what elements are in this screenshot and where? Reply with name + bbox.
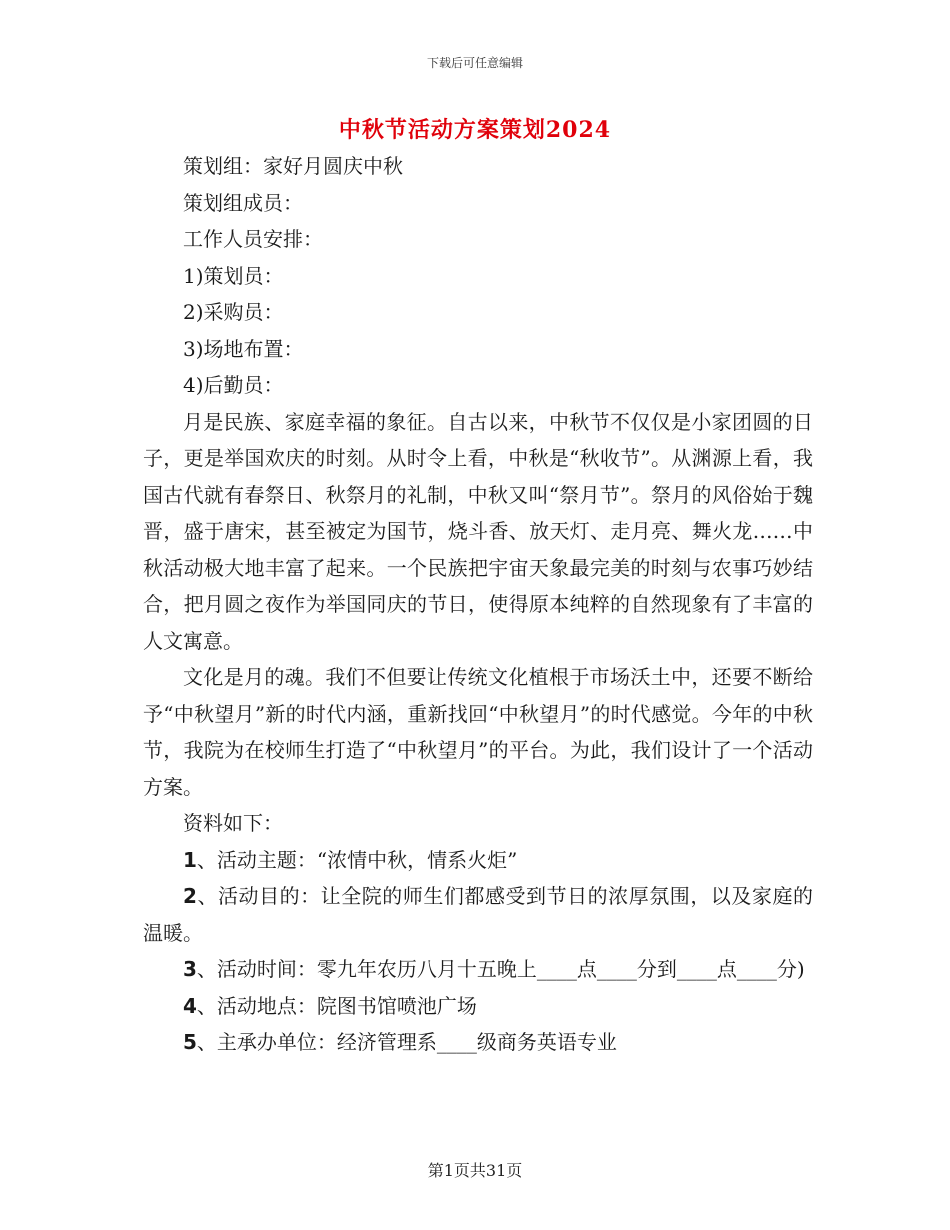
role-logistics-line: 4)后勤员：: [183, 373, 284, 397]
list-item-text: 、主承办单位：经济管理系____级商务英语专业: [196, 1030, 617, 1054]
list-item: [143, 1024, 813, 1061]
document-body: [143, 148, 813, 1061]
list-item: [143, 951, 813, 988]
list-item-text: 、活动主题：“浓情中秋，情系火炬”: [196, 847, 518, 872]
role-purchaser-line: 2)采购员：: [183, 300, 284, 324]
body-paragraph-moon: 月是民族、家庭幸福的象征。自古以来，中秋节不仅仅是小家团圆的日子，更是举国欢庆的时刻。从时令上看，中秋是“秋收节”。从渊源上看，我国古代就有春祭日、秋祭月的礼制，中秋又叫“祭月节”。祭月的风俗始于魏晋，盛于唐宋，甚至被定为国节，烧斗香、放天灯、走月亮、舞火龙……中秋活动极大地丰富了起来。一个民族把宇宙天象最完美的时刻与农事巧妙结合，把月圆之夜作为举国同庆的节日，使得原本纯粹的自然现象有了丰富的人文寓意。: [143, 409, 813, 653]
list-item: [143, 988, 813, 1025]
list-item: [143, 878, 813, 951]
list-item-number: 5: [183, 1030, 197, 1054]
list-item-number: 3: [183, 957, 197, 981]
list-item-number: 2: [183, 884, 197, 908]
role-venue-line: 3)场地布置：: [183, 336, 304, 361]
planning-group-line: 策划组：家好月圆庆中秋: [183, 154, 403, 178]
page-number-footer: 第1页共31页: [427, 1161, 523, 1180]
list-item-number: 4: [183, 993, 197, 1018]
header-note: 下载后可任意编辑: [426, 56, 523, 70]
intro-line: 资料如下：: [183, 811, 283, 835]
list-item-number: 1: [183, 847, 197, 872]
list-item-text: 、活动目的：让全院的师生们都感受到节日的浓厚氛围，以及家庭的温暖。: [143, 884, 813, 945]
list-item: [143, 842, 813, 879]
body-paragraph-culture: 文化是月的魂。我们不但要让传统文化植根于市场沃土中，还要不断给予“中秋望月”新的时代内涵，重新找回“中秋望月”的时代感觉。今年的中秋节，我院为在校师生打造了“中秋望月”的平台。为此，我们设计了一个活动方案。: [143, 665, 813, 799]
document-title: 中秋节活动方案策划2024: [338, 117, 612, 143]
role-planner-line: 1)策划员：: [183, 263, 284, 288]
list-item-text: 、活动地点：院图书馆喷池广场: [196, 993, 477, 1018]
staff-arrangement-line: 工作人员安排：: [183, 227, 323, 251]
list-item-text: 、活动时间：零九年农历八月十五晚上____点____分到____点____分): [196, 957, 805, 981]
planning-members-line: 策划组成员：: [183, 190, 303, 215]
